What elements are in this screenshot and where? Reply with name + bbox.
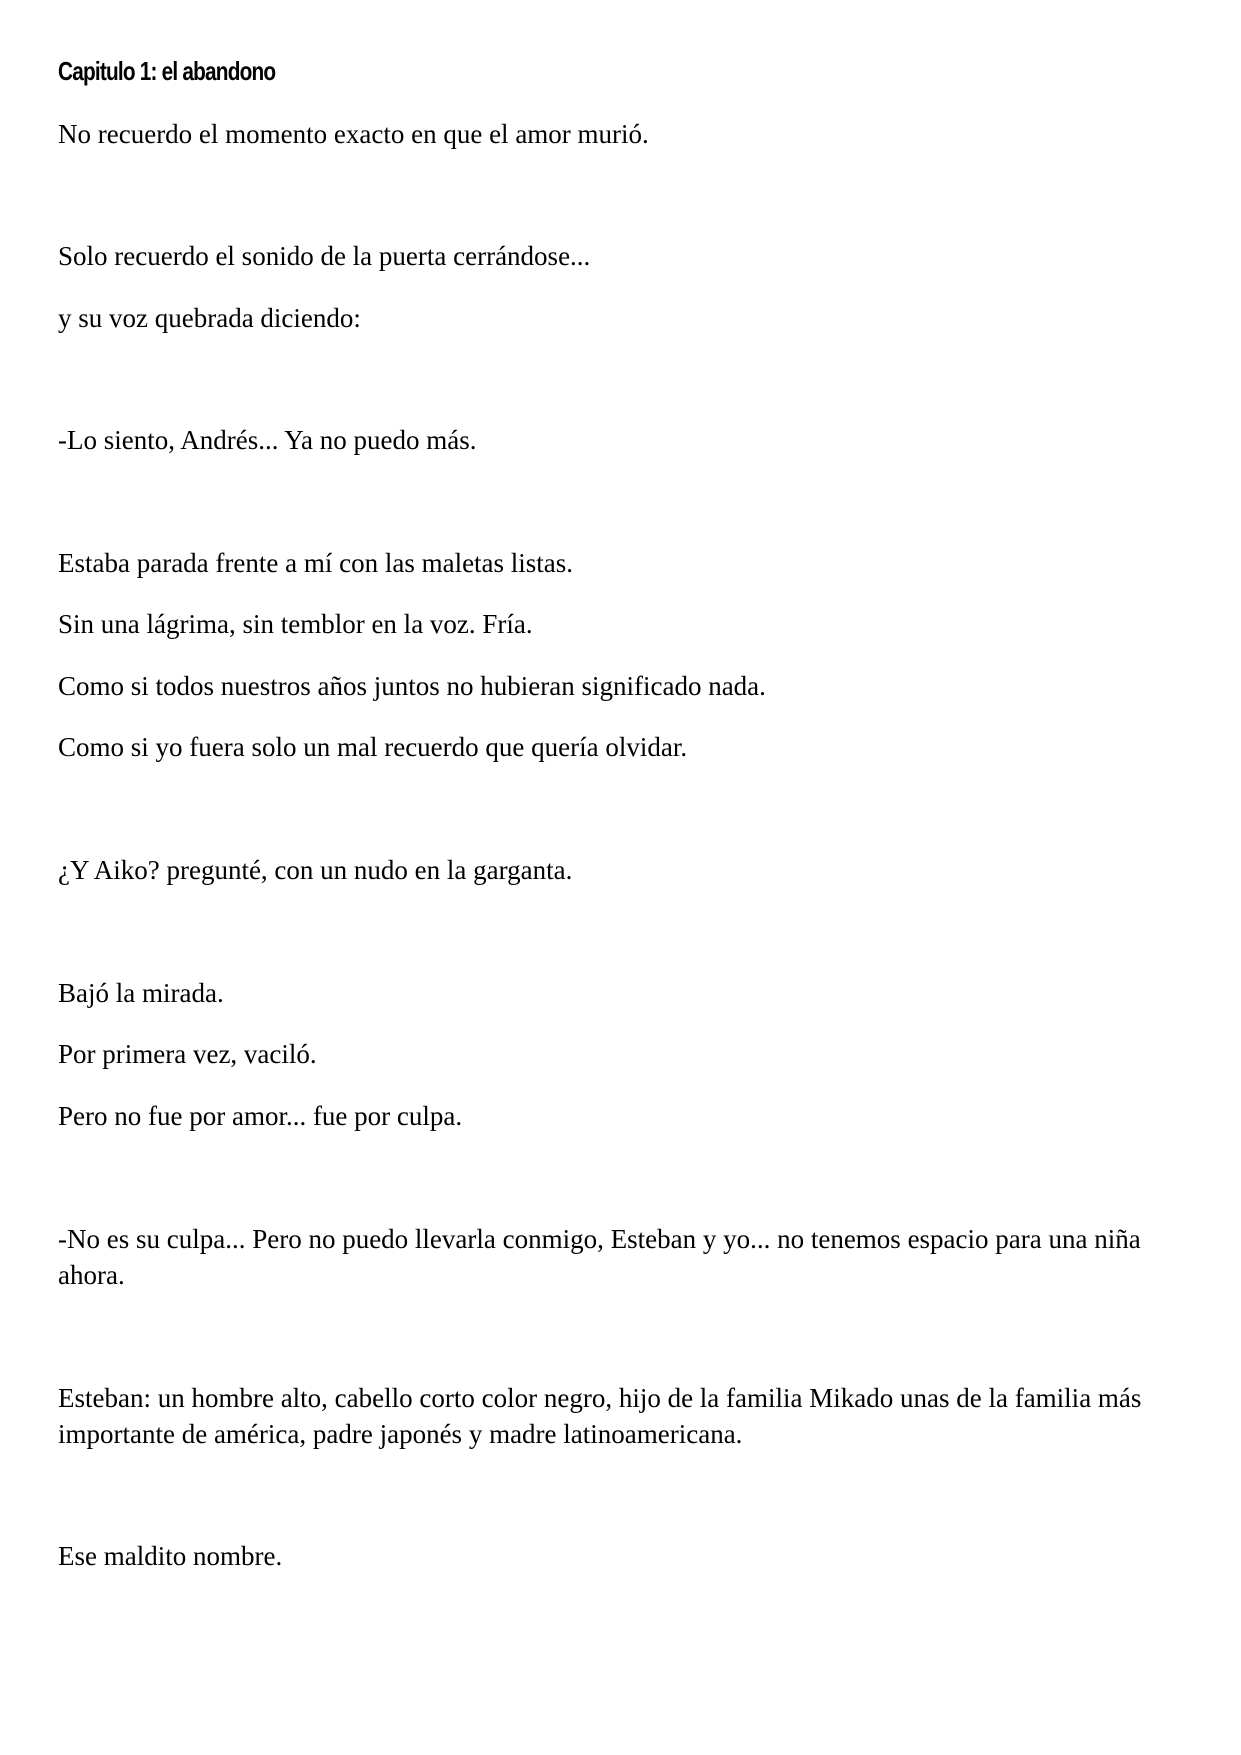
paragraph: No recuerdo el momento exacto en que el amor murió. — [58, 119, 649, 149]
paragraph: Como si todos nuestros años juntos no hubieran significado nada. — [58, 671, 766, 701]
paragraph: Ese maldito nombre. — [58, 1541, 283, 1571]
paragraph: Bajó la mirada. — [58, 978, 224, 1008]
paragraph: y su voz quebrada diciendo: — [58, 303, 361, 333]
paragraph: Pero no fue por amor... fue por culpa. — [58, 1101, 463, 1131]
chapter-title: Capitulo 1: el abandono — [58, 56, 276, 86]
paragraph: -No es su culpa... Pero no puedo llevarla conmigo, Esteban y yo... no tenemos espacio para una niña ahora. — [58, 1224, 1141, 1290]
paragraph: Solo recuerdo el sonido de la puerta cerrándose... — [58, 241, 591, 271]
paragraph: Por primera vez, vaciló. — [58, 1039, 317, 1069]
paragraph: ¿Y Aiko? pregunté, con un nudo en la garganta. — [58, 855, 573, 885]
paragraph: Estaba parada frente a mí con las maletas listas. — [58, 548, 574, 578]
paragraph: Esteban: un hombre alto, cabello corto color negro, hijo de la familia Mikado unas de la familia más importante de américa, padre japonés y madre latinoamericana. — [58, 1383, 1142, 1449]
paragraph: Sin una lágrima, sin temblor en la voz. Fría. — [58, 609, 533, 639]
paragraph: -Lo siento, Andrés... Ya no puedo más. — [58, 425, 477, 455]
paragraph: Como si yo fuera solo un mal recuerdo que quería olvidar. — [58, 732, 688, 762]
